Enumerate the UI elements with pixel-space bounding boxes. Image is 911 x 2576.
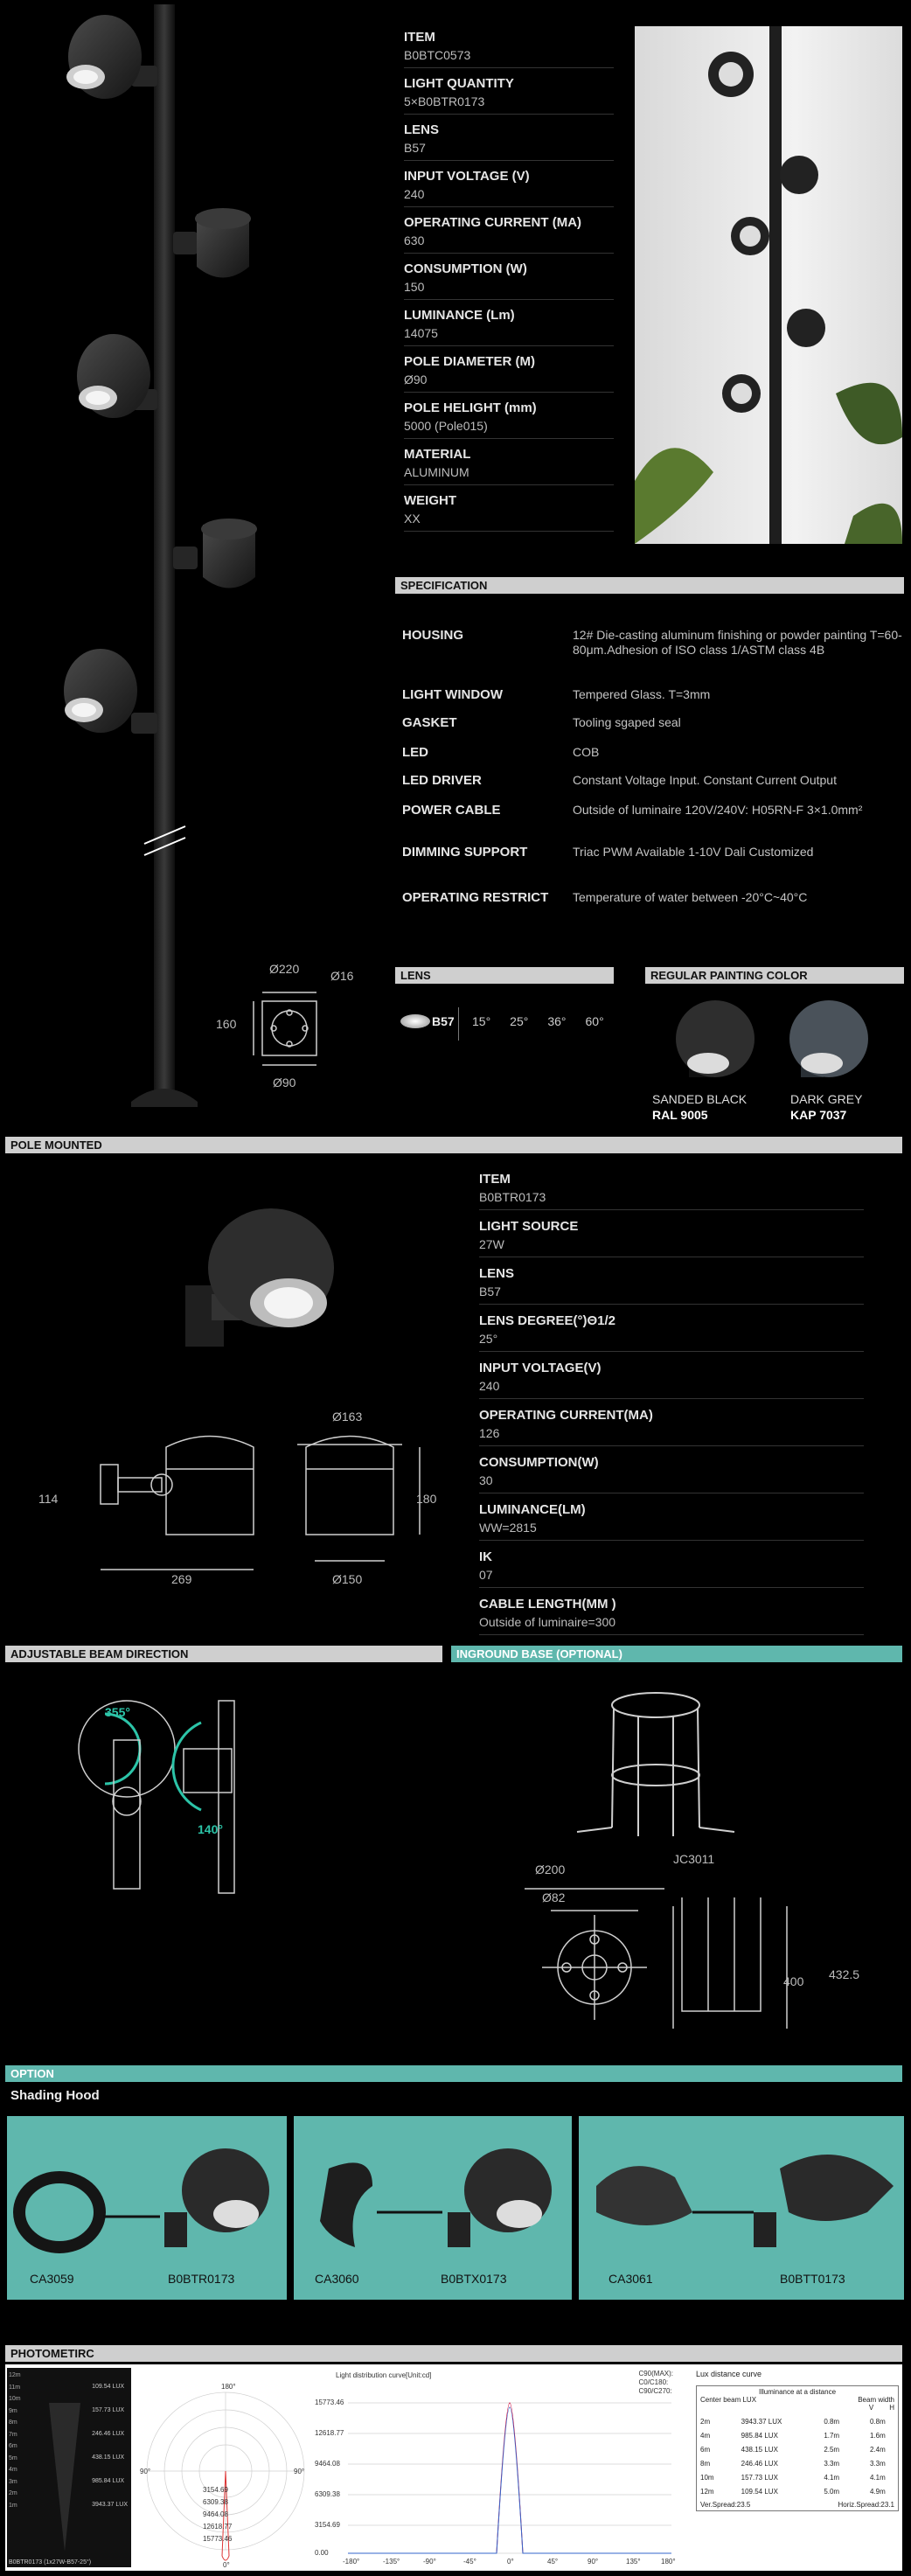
pm-field <box>479 1408 864 1446</box>
lamp-code: B0BTX0173 <box>441 2272 507 2286</box>
lux-caption: B0BTR0173 (1x27W-B57-25°) <box>9 2559 92 2566</box>
pole-mounted-header: POLE MOUNTED <box>5 1137 902 1153</box>
lens-angles <box>472 1014 604 1028</box>
distance-tick: 11m <box>9 2384 21 2391</box>
field-value: Ø90 <box>404 372 428 386</box>
field-label: LIGHT SOURCE <box>479 1219 579 1234</box>
field-label: ITEM <box>404 30 435 45</box>
field-value: 240 <box>404 187 425 201</box>
spec-key: POWER CABLE <box>402 803 501 818</box>
legend-item: C0/C180: <box>638 2378 669 2386</box>
painting-swatches <box>654 993 899 1090</box>
field-label: OPERATING CURRENT (MA) <box>404 215 582 230</box>
lux-header: H <box>889 2404 894 2412</box>
y-tick: 9464.08 <box>315 2460 340 2468</box>
color-swatch-black <box>676 1000 755 1077</box>
pole-mounted-lamp <box>166 1207 367 1382</box>
lux-cell: 4.1m <box>869 2474 886 2482</box>
dim-h4325: 432.5 <box>829 1967 860 1981</box>
field-label: MATERIAL <box>404 447 471 462</box>
dim-h160: 160 <box>216 1017 237 1031</box>
field-value: 14075 <box>404 326 438 340</box>
product-field <box>404 354 614 393</box>
field-label: IK <box>479 1549 492 1564</box>
lux-cone-panel <box>7 2368 131 2567</box>
product-field <box>404 76 614 115</box>
product-photo <box>635 26 902 544</box>
field-value: 240 <box>479 1379 500 1393</box>
distance-tick: 7m <box>9 2431 17 2438</box>
pm-field <box>479 1455 864 1493</box>
field-value: 150 <box>404 280 425 294</box>
field-value: 25° <box>479 1332 498 1346</box>
color-name: DARK GREY <box>790 1092 863 1106</box>
pm-field <box>479 1172 864 1210</box>
field-value: B57 <box>404 141 426 155</box>
product-field <box>404 493 614 532</box>
field-label: INPUT VOLTAGE(V) <box>479 1361 602 1375</box>
x-tick: -180° <box>343 2558 360 2566</box>
spec-key: LED <box>402 745 428 760</box>
field-value: 5×B0BTR0173 <box>404 94 485 108</box>
distance-tick: 5m <box>9 2454 17 2461</box>
polar-value: 15773.46 <box>203 2535 233 2543</box>
lux-cell: 3.3m <box>824 2460 840 2468</box>
lens-header: LENS <box>395 967 614 984</box>
x-tick: 90° <box>588 2558 599 2566</box>
distance-tick: 9m <box>9 2407 17 2414</box>
spot-head-4 <box>173 519 257 588</box>
spec-value: Tooling sgaped seal <box>573 715 681 729</box>
x-tick: 180° <box>661 2558 676 2566</box>
field-label: CONSUMPTION(W) <box>479 1455 599 1470</box>
x-tick: -90° <box>423 2558 436 2566</box>
field-value: 30 <box>479 1473 493 1487</box>
dim-d16: Ø16 <box>330 969 354 983</box>
product-field <box>404 261 614 300</box>
lux-row <box>700 2457 894 2471</box>
lux-cell: 2.5m <box>824 2446 840 2454</box>
lux-cell: 246.46 LUX <box>741 2460 778 2468</box>
legend-item: C90/C270: <box>638 2387 672 2395</box>
product-field <box>404 447 614 485</box>
lux-cell: 2m <box>700 2418 711 2426</box>
color-code: KAP 7037 <box>790 1108 847 1122</box>
polar-value: 9464.08 <box>203 2510 228 2518</box>
pm-field <box>479 1361 864 1399</box>
beam-header: ADJUSTABLE BEAM DIRECTION <box>5 1646 442 1662</box>
legend-item: C90(MAX): <box>638 2370 673 2378</box>
lux-cell: 2.4m <box>869 2446 886 2454</box>
y-tick: 12618.77 <box>315 2429 344 2437</box>
polar-label: 90° <box>140 2468 151 2475</box>
lux-footer: Ver.Spread:23.5 <box>700 2501 751 2509</box>
color-name: SANDED BLACK <box>652 1092 748 1106</box>
spot-head-5 <box>64 649 157 734</box>
field-value: Outside of luminaire=300 <box>479 1615 616 1629</box>
option-header: OPTION <box>5 2065 902 2082</box>
lux-row <box>700 2471 894 2485</box>
lux-cell: 10m <box>700 2474 714 2482</box>
field-value: B0BTR0173 <box>479 1190 546 1204</box>
beam-rot: 355° <box>105 1705 130 1719</box>
field-label: OPERATING CURRENT(MA) <box>479 1408 653 1423</box>
polar-label: 180° <box>221 2383 236 2391</box>
spec-key: LED DRIVER <box>402 773 482 788</box>
x-tick: 0° <box>507 2558 514 2566</box>
lens-name: B57 <box>432 1014 455 1028</box>
dim-h114: 114 <box>38 1492 59 1506</box>
lens-icon <box>400 1014 430 1028</box>
product-field <box>404 215 614 254</box>
spec-value: Constant Voltage Input. Constant Current Output <box>573 773 837 787</box>
color-swatch-grey <box>789 1000 868 1077</box>
lux-cell: 4.1m <box>824 2474 840 2482</box>
spec-key: DIMMING SUPPORT <box>402 845 528 860</box>
lux-footer: Horiz.Spread:23.1 <box>838 2501 894 2509</box>
distance-tick: 12m <box>9 2372 21 2378</box>
distance-tick: 2m <box>9 2490 17 2496</box>
dim-h400: 400 <box>783 1974 804 1988</box>
distance-tick: 3m <box>9 2478 17 2485</box>
photometric-header: PHOTOMETIRC <box>5 2345 902 2362</box>
lux-row <box>700 2443 894 2457</box>
spec-key: GASKET <box>402 715 457 730</box>
field-label: CABLE LENGTH(MM ) <box>479 1597 616 1612</box>
polar-diagram <box>138 2368 313 2569</box>
lux-cell: 6m <box>700 2446 711 2454</box>
curve-title: Light distribution curve[Unit:cd] <box>336 2371 432 2379</box>
spec-value: Temperature of water between -20°C~40°C <box>573 890 808 904</box>
field-label: LENS <box>479 1266 515 1281</box>
field-value: B0BTC0573 <box>404 48 471 62</box>
field-value: WW=2815 <box>479 1521 537 1535</box>
lux-cell: 109.54 LUX <box>741 2488 778 2496</box>
inground-header: INGROUND BASE (OPTIONAL) <box>451 1646 902 1662</box>
field-label: ITEM <box>479 1172 511 1187</box>
lux-header: V <box>868 2404 874 2412</box>
polar-label: 90° <box>294 2468 305 2475</box>
lux-cell: 1.6m <box>869 2432 886 2440</box>
lux-title: Lux distance curve <box>696 2370 762 2378</box>
lux-header: Center beam LUX <box>700 2396 757 2404</box>
lux-cell: 0.8m <box>869 2418 886 2426</box>
field-label: POLE DIAMETER (M) <box>404 354 535 369</box>
field-value: 630 <box>404 233 425 247</box>
pole-mounted-drawing <box>35 1408 437 1600</box>
lux-cell: 12m <box>700 2488 714 2496</box>
field-value: 07 <box>479 1568 493 1582</box>
polar-label: 0° <box>223 2561 230 2569</box>
specification-header: SPECIFICATION <box>395 577 904 594</box>
lux-cell: 3.3m <box>869 2460 886 2468</box>
polar-value: 12618.77 <box>203 2523 233 2531</box>
field-value: 5000 (Pole015) <box>404 419 488 433</box>
dim-d150: Ø150 <box>332 1572 363 1586</box>
product-field <box>404 400 614 439</box>
painting-header: REGULAR PAINTING COLOR <box>645 967 904 984</box>
pole-illustration <box>0 0 385 1119</box>
lux-cell: 0.8m <box>824 2418 840 2426</box>
x-tick: -135° <box>383 2558 400 2566</box>
field-label: LUMINANCE (Lm) <box>404 308 515 323</box>
y-tick: 15773.46 <box>315 2398 344 2406</box>
lux-header: Illuminance at a distance <box>758 2388 837 2396</box>
field-label: LIGHT QUANTITY <box>404 76 514 91</box>
y-tick: 6309.38 <box>315 2490 340 2498</box>
lux-cell: 4m <box>700 2432 711 2440</box>
product-field <box>404 30 614 68</box>
distance-tick: 4m <box>9 2467 17 2473</box>
lux-row <box>700 2485 894 2499</box>
lux-cell: 5.0m <box>824 2488 840 2496</box>
lens-angle[interactable]: 15° <box>472 1014 491 1028</box>
base-flange-drawing <box>254 992 316 1065</box>
beam-tilt: 140° <box>198 1822 223 1836</box>
beam-direction-drawing <box>52 1688 367 1897</box>
product-field <box>404 169 614 207</box>
inground-code: JC3011 <box>673 1852 715 1866</box>
lens-angle[interactable]: 36° <box>547 1014 567 1028</box>
spec-value: COB <box>573 745 600 759</box>
spot-head-1 <box>66 15 157 99</box>
dim-w269: 269 <box>171 1572 192 1586</box>
field-label: INPUT VOLTAGE (V) <box>404 169 530 184</box>
dim-d82: Ø82 <box>542 1890 566 1904</box>
field-label: POLE HELIGHT (mm) <box>404 400 537 415</box>
lamp-code: B0BTT0173 <box>780 2272 845 2286</box>
spot-head-2 <box>173 208 251 278</box>
distribution-curve <box>313 2368 680 2567</box>
lamp-code: B0BTR0173 <box>168 2272 235 2286</box>
product-field <box>404 308 614 346</box>
y-tick: 0.00 <box>315 2549 329 2557</box>
dim-d163: Ø163 <box>332 1410 363 1424</box>
field-value: 126 <box>479 1426 500 1440</box>
lux-value: 109.54 LUX <box>92 2384 125 2390</box>
spec-key: LIGHT WINDOW <box>402 687 503 702</box>
hood-code: CA3060 <box>315 2272 359 2286</box>
distance-tick: 8m <box>9 2419 17 2426</box>
dim-d90: Ø90 <box>273 1076 296 1090</box>
polar-value: 6309.38 <box>203 2498 228 2506</box>
field-label: LUMINANCE(LM) <box>479 1502 586 1517</box>
field-value: XX <box>404 512 421 526</box>
lens-angle[interactable]: 60° <box>585 1014 604 1028</box>
distance-tick: 1m <box>9 2502 17 2509</box>
x-tick: 135° <box>626 2558 641 2566</box>
lux-cell: 157.73 LUX <box>741 2474 778 2482</box>
spec-value: 12# Die-casting aluminum finishing or powder painting T=60-80μm.Adhesion of ISO class 1/ASTM class 4B <box>573 628 902 657</box>
pm-field <box>479 1266 864 1305</box>
lux-cell: 1.7m <box>824 2432 840 2440</box>
dim-d220: Ø220 <box>269 962 300 976</box>
spec-value: Outside of luminaire 120V/240V: H05RN-F 3×1.0mm² <box>573 803 863 817</box>
color-code: RAL 9005 <box>652 1108 708 1122</box>
lux-header: Beam width <box>858 2396 894 2404</box>
product-field <box>404 122 614 161</box>
distance-tick: 6m <box>9 2443 17 2449</box>
field-value: ALUMINUM <box>404 465 469 479</box>
field-label: WEIGHT <box>404 493 456 508</box>
spec-key: HOUSING <box>402 628 464 643</box>
pm-field <box>479 1313 864 1352</box>
lux-value: 438.15 LUX <box>92 2454 125 2461</box>
lux-value: 985.84 LUX <box>92 2478 125 2484</box>
lux-cell: 4.9m <box>869 2488 886 2496</box>
lux-cell: 3943.37 LUX <box>741 2418 782 2426</box>
lux-value: 3943.37 LUX <box>92 2502 128 2508</box>
lux-row <box>700 2429 894 2443</box>
lens-angle[interactable]: 25° <box>510 1014 529 1028</box>
distance-tick: 10m <box>9 2396 21 2402</box>
spot-head-3 <box>77 334 157 418</box>
spec-value: Triac PWM Available 1-10V Dali Customized <box>573 845 814 859</box>
hood-code: CA3061 <box>608 2272 653 2286</box>
pm-field <box>479 1219 864 1257</box>
lux-value: 246.46 LUX <box>92 2431 125 2437</box>
polar-value: 3154.69 <box>203 2486 228 2494</box>
pm-field <box>479 1549 864 1588</box>
field-label: LENS DEGREE(°)Θ1/2 <box>479 1313 616 1328</box>
field-label: CONSUMPTION (W) <box>404 261 527 276</box>
field-value: 27W <box>479 1237 504 1251</box>
lux-distance-table <box>696 2370 899 2566</box>
field-value: B57 <box>479 1285 501 1298</box>
pm-field <box>479 1502 864 1541</box>
lux-value: 157.73 LUX <box>92 2407 125 2413</box>
lux-cell: 985.84 LUX <box>741 2432 778 2440</box>
y-tick: 3154.69 <box>315 2521 340 2529</box>
lux-cell: 438.15 LUX <box>741 2446 778 2454</box>
pm-field <box>479 1597 864 1635</box>
lux-row <box>700 2415 894 2429</box>
hood-code: CA3059 <box>30 2272 74 2286</box>
lux-cell: 8m <box>700 2460 711 2468</box>
x-tick: 45° <box>547 2558 559 2566</box>
dim-d200: Ø200 <box>535 1862 566 1876</box>
x-tick: -45° <box>463 2558 476 2566</box>
spec-key: OPERATING RESTRICT <box>402 890 549 905</box>
spec-value: Tempered Glass. T=3mm <box>573 687 711 701</box>
field-label: LENS <box>404 122 440 137</box>
option-subtitle: Shading Hood <box>10 2088 100 2103</box>
dim-h180: 180 <box>416 1492 437 1506</box>
inground-base-drawing <box>560 1679 787 1871</box>
